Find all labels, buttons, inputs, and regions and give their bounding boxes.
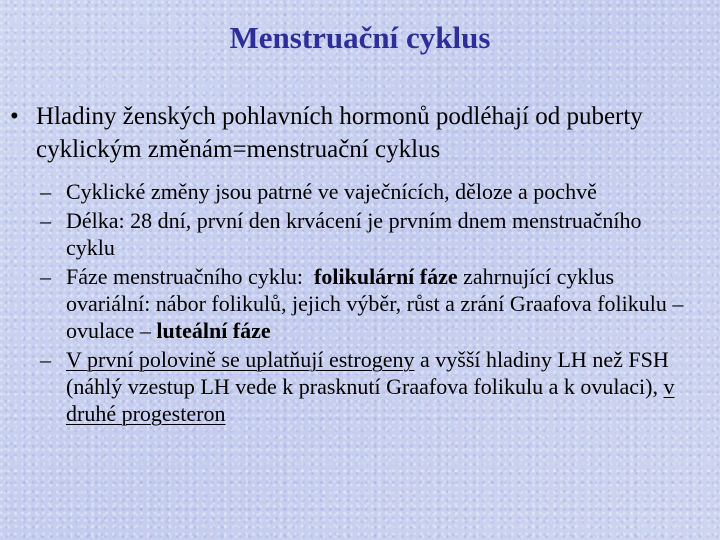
sub-bullet-marker: – <box>40 264 51 289</box>
phases-intro-text: Fáze menstruačního cyklu: <box>66 264 315 289</box>
slide-content <box>8 100 708 429</box>
sub-bullet-text: Délka: 28 dní, první den krvácení je prvním dnem menstruačního cyklu <box>66 208 642 260</box>
phases-middle-text: zahrnující cyklus ovariální: nábor folikulů, jejich výběr, růst a zrání Graafova folikulu – ovulace – <box>66 264 684 343</box>
main-bullet-text: Hladiny ženských pohlavních hormonů podléhají od puberty cyklickým změnám=menstruační cyklus <box>36 103 643 163</box>
sub-bullet-marker: – <box>40 347 51 372</box>
sub-bullet-phases <box>40 263 708 344</box>
sub-bullet-list <box>40 178 708 427</box>
sub-bullet-hormones <box>40 346 708 427</box>
sub-bullet-text <box>66 263 708 344</box>
lh-fsh-text: a vyšší hladiny LH než FSH (náhlý vzestup LH vede k prasknutí Graafova folikulu a k ovulaci), <box>66 347 669 399</box>
first-half-estrogen-text: V první polovině se uplatňují estrogeny <box>66 347 415 372</box>
follicular-phase-term: folikulární fáze <box>314 264 458 289</box>
sub-bullet-marker: – <box>40 208 51 233</box>
sub-bullet-marker: – <box>40 179 51 204</box>
sub-bullet-text <box>66 346 708 427</box>
bullet-marker: • <box>10 103 19 130</box>
sub-bullet-length <box>40 207 708 261</box>
sub-bullet-changes <box>40 178 708 205</box>
luteal-phase-term: luteální fáze <box>156 318 271 343</box>
sub-bullet-text: Cyklické změny jsou patrné ve vaječnících, děloze a pochvě <box>66 179 597 204</box>
second-half-progesterone-text: v druhé progesteron <box>66 374 675 426</box>
main-bullet <box>8 100 708 166</box>
slide-title: Menstruační cyklus <box>229 20 491 55</box>
